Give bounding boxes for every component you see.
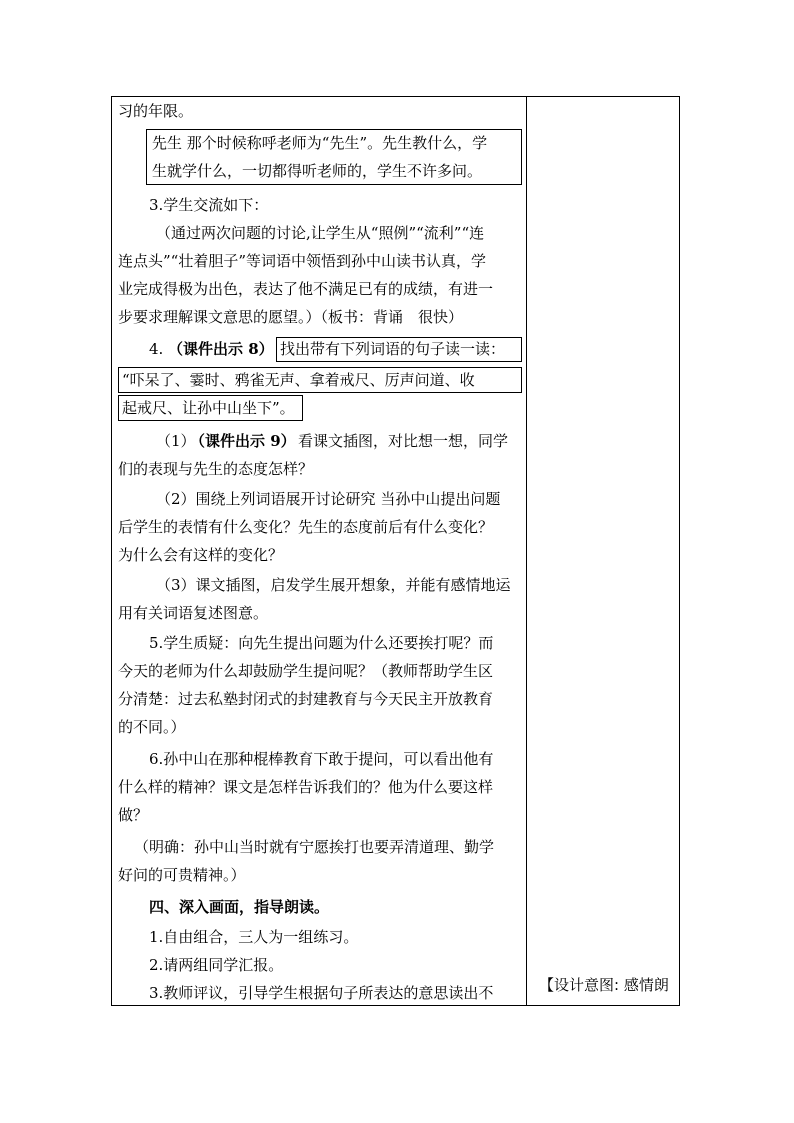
text-line: （3）课文插图，启发学生展开想象，并能有感情地运 [156, 576, 511, 594]
text-line: 今天的老师为什么却鼓励学生提问呢？（教师帮助学生区 [118, 662, 494, 680]
text-line: 看课文插图，对比想一想，同学 [298, 432, 509, 450]
text-line: （2）围绕上列词语展开讨论研究 当孙中山提出问题 [156, 490, 501, 508]
courseware-label: （课件出示 9） [190, 432, 296, 450]
text-line: 3.教师评议，引导学生根据句子所表达的意思读出不 [149, 984, 494, 1002]
text-line: 起戒尺、让孙中山坐下”。 [122, 399, 295, 417]
design-intent-note: 【设计意图: 感情朗 [539, 976, 669, 994]
text-line: （通过两次问题的讨论,让学生从“照例”“流利”“连 [156, 224, 485, 242]
text-line: “吓呆了、霎时、鸦雀无声、拿着戒尺、厉声问道、收 [122, 371, 475, 389]
text-line: 1.自由组合，三人为一组练习。 [149, 928, 359, 946]
text-line: 生就学什么，一切都得听老师的，学生不许多问。 [152, 162, 483, 180]
text-line: 6.孙中山在那种棍棒教育下敢于提问，可以看出他有 [149, 750, 494, 768]
text-line: 习的年限。 [118, 102, 194, 120]
section-heading: 四、深入画面，指导朗读。 [149, 898, 330, 916]
main-column [112, 97, 526, 1005]
text-line: 什么样的精神？课文是怎样告诉我们的？他为什么要这样 [118, 778, 494, 796]
courseware-label: （课件出示 8） [168, 340, 274, 358]
text-line: 好问的可贵精神。） [118, 866, 246, 884]
text-line: 4. [149, 340, 164, 358]
text-line: 后学生的表情有什么变化？先生的态度前后有什么变化？ [118, 518, 494, 536]
text-line: 5.学生质疑：向先生提出问题为什么还要挨打呢？而 [149, 634, 494, 652]
lesson-plan-table [111, 96, 680, 1006]
text-line: （明确：孙中山当时就有宁愿挨打也要弄清道理、勤学 [134, 838, 495, 856]
side-column [527, 97, 680, 1005]
text-line: 2.请两组同学汇报。 [149, 956, 284, 974]
text-line: 为什么会有这样的变化？ [118, 546, 284, 564]
text-line: 用有关词语复述图意。 [118, 604, 269, 622]
text-line: 步要求理解课文意思的愿望。）（板书：背诵 很快） [118, 308, 464, 326]
text-line: 先生 那个时候称呼老师为“先生”。先生教什么，学 [152, 134, 488, 152]
text-line: 业完成得极为出色，表达了他不满足已有的成绩，有进一 [118, 280, 494, 298]
text-line: 3.学生交流如下： [149, 196, 269, 214]
text-line: （1） [156, 432, 196, 450]
text-line: 的不同。） [118, 718, 186, 736]
text-line: 找出带有下列词语的句子读一读： [280, 340, 506, 358]
text-line: 分清楚：过去私塾封闭式的封建教育与今天民主开放教育 [118, 690, 494, 708]
text-line: 们的表现与先生的态度怎样？ [118, 460, 314, 478]
text-line: 做？ [118, 806, 149, 824]
text-line: 连点头”“壮着胆子”等词语中领悟到孙中山读书认真，学 [118, 252, 487, 270]
